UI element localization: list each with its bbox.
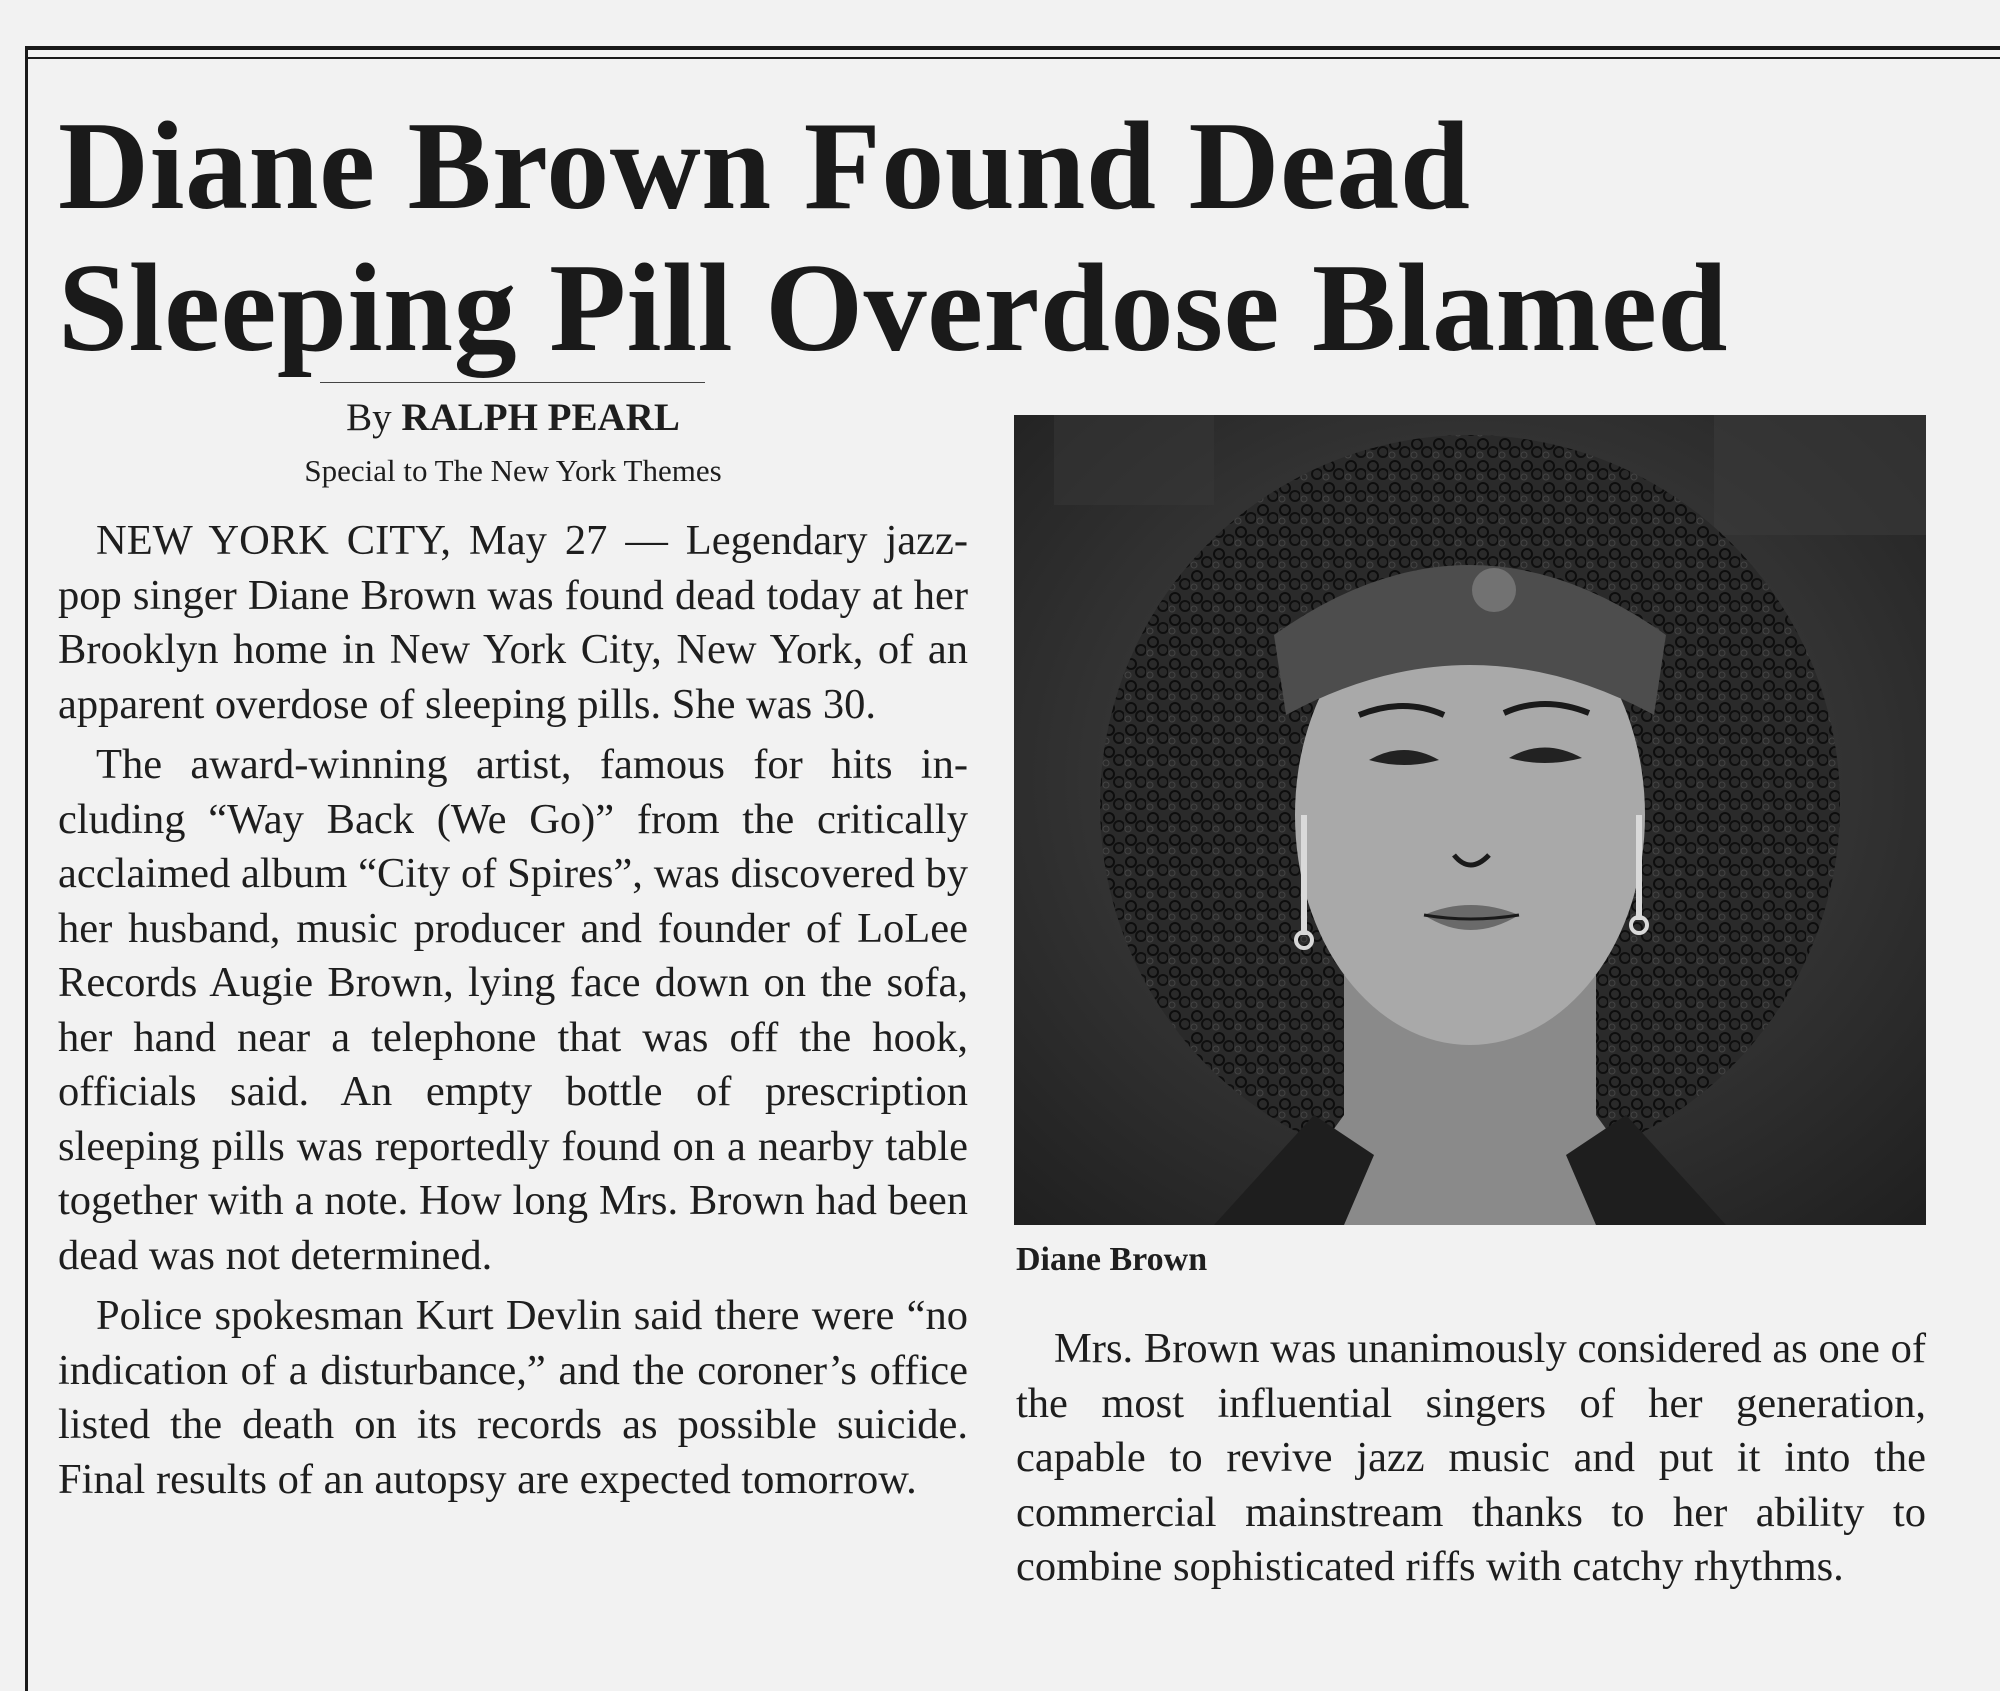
left-border — [25, 46, 28, 1691]
byline-affiliation: Special to The New York Themes — [304, 453, 722, 488]
byline-divider — [320, 382, 705, 383]
top-border-thick — [25, 46, 2000, 50]
headline-line-1: Diane Brown Found Dead — [58, 97, 1471, 236]
article-column-right — [1016, 1322, 1926, 1601]
byline — [58, 392, 968, 444]
article-paragraph: The award-winning artist, famous for hits including “Way Back (We Go)” from the critically acclaimed album “City of Spires”, was discovered by her husband, music producer and founder of LoLee Records Augie Brown, lying face down on the sofa, her hand near a telephone that was off the hook, officials said. An empty bottle of prescription sleeping pills was reportedly found on a nearby table together with a note. How long Mrs. Brown had been dead was not determined. — [58, 741, 968, 1279]
portrait-photo — [1014, 415, 1926, 1225]
article-paragraph: NEW YORK CITY, May 27 — Legendary jazz-pop singer Diane Brown was found dead today at her Brooklyn home in New York City, New York, of an apparent overdose of sleeping pills. She was 30. — [58, 517, 968, 728]
headline-line-2: Sleeping Pill Overdose Blamed — [58, 239, 1728, 378]
top-border-thin — [25, 57, 2000, 59]
byline-by: By — [346, 396, 392, 439]
byline-author: RALPH PEARL — [401, 396, 680, 439]
headline — [58, 96, 1728, 380]
article-paragraph: Mrs. Brown was unanimously considered as one of the most influential singers of her generation, capable to revive jazz music and put it into the commercial mainstream thanks to her ability to combine sophisticated riffs with catchy rhythms. — [1016, 1325, 1926, 1590]
portrait-illustration — [1014, 415, 1926, 1225]
photo-caption: Diane Brown — [1016, 1241, 1208, 1278]
article-paragraph: Police spokesman Kurt Devlin said there were “no indication of a disturbance,” and the coroner’s office listed the death on its records as possible suicide. Final results of an autopsy are expected tomorrow. — [58, 1292, 968, 1503]
article-column-left — [58, 514, 968, 1513]
